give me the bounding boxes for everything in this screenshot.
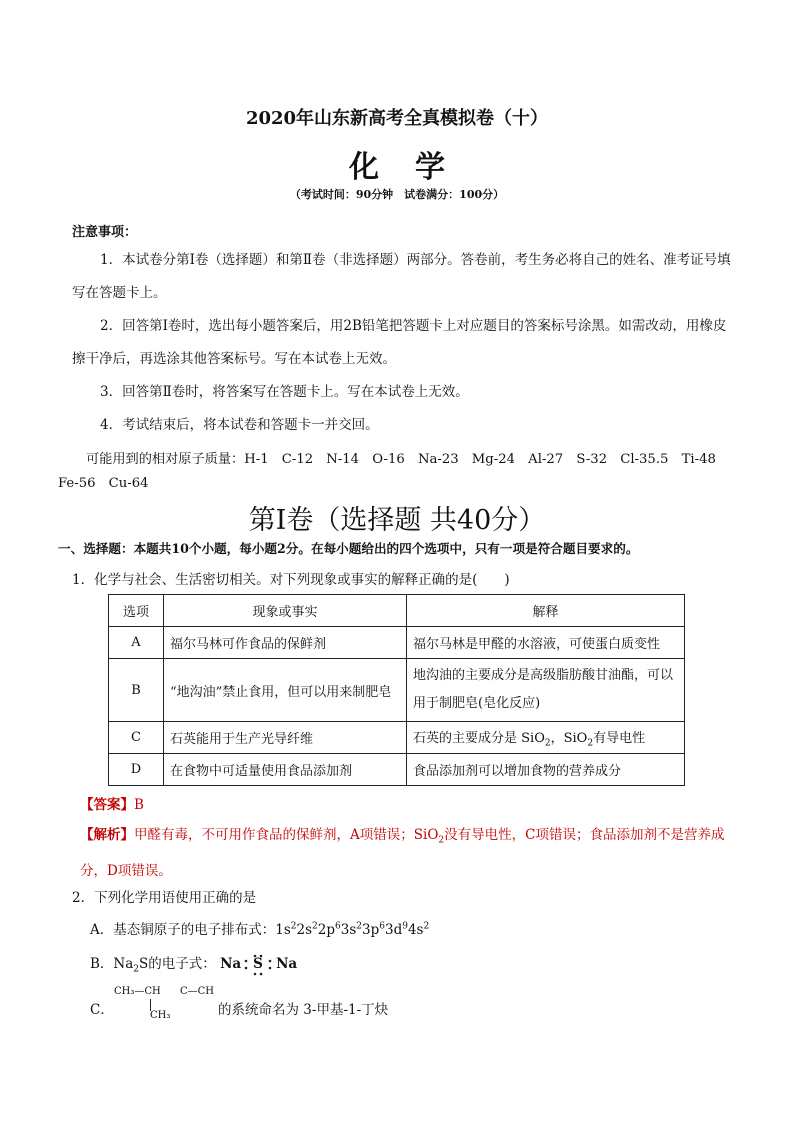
table-row (109, 627, 685, 659)
analysis-block (80, 820, 730, 886)
formula-top: CH₃—CH (114, 986, 161, 997)
subscript: 2 (438, 835, 445, 846)
question-2-option-b (90, 952, 296, 975)
explanation-part: 石英的主要成分是 SiO (413, 730, 545, 746)
subscript: 2 (133, 964, 140, 975)
option-b-post: S的电子式： (139, 956, 216, 972)
option-c-text: 的系统命名为 3-甲基-1-丁炔 (218, 1002, 389, 1018)
explanation-cell: 食品添加剂可以增加食物的营养成分 (407, 754, 685, 786)
formula-bottom: CH₃ (150, 1010, 171, 1021)
question-1-stem: 1．化学与社会、生活密切相关。对下列现象或事实的解释正确的是( ) (72, 572, 510, 588)
option-a-text: A．基态铜原子的电子排布式：1s (90, 922, 291, 938)
fact-cell: 在食物中可适量使用食品添加剂 (164, 754, 407, 786)
notice-title: 注意事项： (72, 225, 138, 240)
header-fact: 现象或事实 (164, 595, 407, 627)
option-c-label: C． (90, 1002, 114, 1018)
fact-cell: 福尔马林可作食品的保鲜剂 (164, 627, 407, 659)
table-row (109, 659, 685, 722)
na-left: Na (220, 955, 242, 972)
structural-formula (114, 986, 218, 1024)
notice-item-1: 1．本试卷分第Ⅰ卷（选择题）和第Ⅱ卷（非选择题）两部分。答卷前，考生务必将自己的姓名、准考证号填写在答题卡上。 (72, 252, 731, 301)
header-explanation: 解释 (407, 595, 685, 627)
analysis-text: 没有导电性，C项错误；食品添加剂不是营养成分，D项错误。 (80, 827, 725, 879)
table-header-row (109, 595, 685, 627)
option-label: D (109, 754, 164, 786)
subscript: 2 (544, 738, 551, 749)
question-1-table (108, 594, 685, 786)
formula-right: C—CH (180, 986, 215, 997)
analysis-tag: 【解析】 (80, 827, 134, 843)
explanation-cell: 福尔马林是甲醛的水溶液，可使蛋白质变性 (407, 627, 685, 659)
paper-title: 2020年山东新高考全真模拟卷（十） (245, 108, 549, 129)
question-2-option-a: A．基态铜原子的电子排布式：$1s^22s^22p^63s^23p^63d^94s^2$ (90, 921, 430, 938)
explanation-cell (407, 722, 685, 754)
answer-tag: 【答案】 (80, 797, 134, 813)
question-2-option-c (90, 998, 114, 1018)
notice-item-2: 2．回答第Ⅰ卷时，选出每小题答案后，用2B铅笔把答题卡上对应题目的答案标号涂黑。如需改动，用橡皮擦干净后，再选涂其他答案标号。写在本试卷上无效。 (72, 318, 727, 367)
analysis-text: 甲醛有毒，不可用作食品的保鲜剂，A项错误；SiO (134, 827, 439, 843)
notice-item-4: 4．考试结束后，将本试卷和答题卡一并交回。 (100, 417, 379, 433)
answer-value: B (134, 797, 144, 813)
notice-item-3: 3．回答第Ⅱ卷时，将答案写在答题卡上。写在本试卷上无效。 (100, 384, 469, 400)
subject-title: 化学 (349, 150, 481, 185)
table-row (109, 722, 685, 754)
option-label: B (109, 659, 164, 722)
option-label: A (109, 627, 164, 659)
atomic-masses: 可能用到的相对原子质量：H-1 C-12 N-14 O-16 Na-23 Mg-24 Al-27 S-32 Cl-35.5 Ti-48 Fe-56 Cu-64 (58, 452, 730, 491)
explanation-part: 有导电性 (593, 730, 646, 746)
answer-line (80, 793, 144, 813)
section-instruction: 一、选择题：本题共10个小题，每小题2分。在每小题给出的四个选项中，只有一项是符合题目要求的。 (58, 541, 639, 556)
header-option: 选项 (109, 595, 164, 627)
explanation-part: ，SiO (550, 730, 588, 746)
electron-formula (220, 956, 296, 974)
subscript: 2 (587, 738, 594, 749)
option-label: C (109, 722, 164, 754)
section-title: 第Ⅰ卷（选择题 共40分） (248, 505, 546, 536)
na-right: Na (276, 955, 298, 972)
explanation-cell: 地沟油的主要成分是高级脂肪酸甘油酯，可以用于制肥皂(皂化反应) (407, 659, 685, 722)
sulfur-symbol: S (253, 955, 263, 972)
question-2-stem: 2．下列化学用语使用正确的是 (72, 890, 257, 906)
table-row (109, 754, 685, 786)
fact-cell: 石英能用于生产光导纤维 (164, 722, 407, 754)
fact-cell: “地沟油”禁止食用，但可以用来制肥皂 (164, 659, 407, 722)
option-b-pre: B．Na (90, 956, 134, 972)
exam-info: （考试时间：90分钟 试卷满分：100分） (289, 188, 505, 201)
